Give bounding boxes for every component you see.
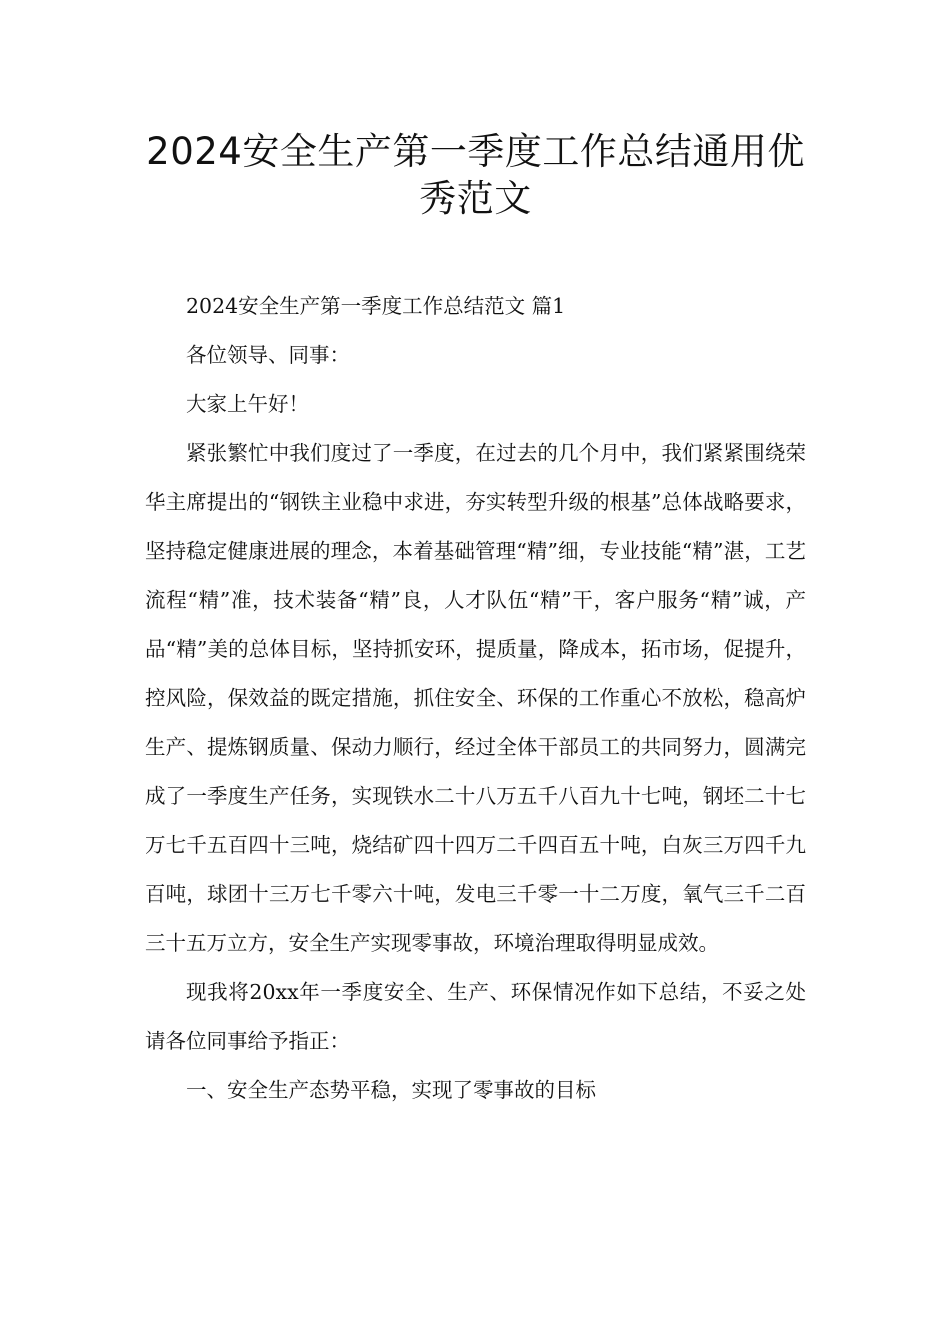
document-title: 2024安全生产第一季度工作总结通用优秀范文 <box>146 130 805 220</box>
subsection-heading: 一、安全生产态势平稳，实现了零事故的目标 <box>186 1078 596 1102</box>
document-body <box>145 282 806 1115</box>
section-heading: 2024安全生产第一季度工作总结范文 篇1 <box>186 294 566 318</box>
body-paragraph: 现我将20xx年一季度安全、生产、环保情况作如下总结，不妥之处请各位同事给予指正： <box>145 980 806 1053</box>
body-paragraph: 紧张繁忙中我们度过了一季度，在过去的几个月中，我们紧紧围绕荣华主席提出的“钢铁主业稳中求进，夯实转型升级的根基”总体战略要求，坚持稳定健康进展的理念，本着基础管理“精”细，专业技能“精”湛，工艺流程“精”准，技术装备“精”良，人才队伍“精”干，客户服务“精”诚，产品“精”美的总体目标，坚持抓安环，提质量，降成本，拓市场，促提升，控风险，保效益的既定措施，抓住安全、环保的工作重心不放松，稳高炉生产、提炼钢质量、保动力顺行，经过全体干部员工的共同努力，圆满完成了一季度生产任务，实现铁水二十八万五千八百九十七吨，钢坯二十七万七千五百四十三吨，烧结矿四十四万二千四百五十吨，白灰三万四千九百吨，球团十三万七千零六十吨，发电三千零一十二万度，氧气三千二百三十五万立方，安全生产实现零事故，环境治理取得明显成效。 <box>145 441 806 955</box>
salutation: 各位领导、同事： <box>186 343 350 367</box>
greeting: 大家上午好！ <box>186 392 309 416</box>
